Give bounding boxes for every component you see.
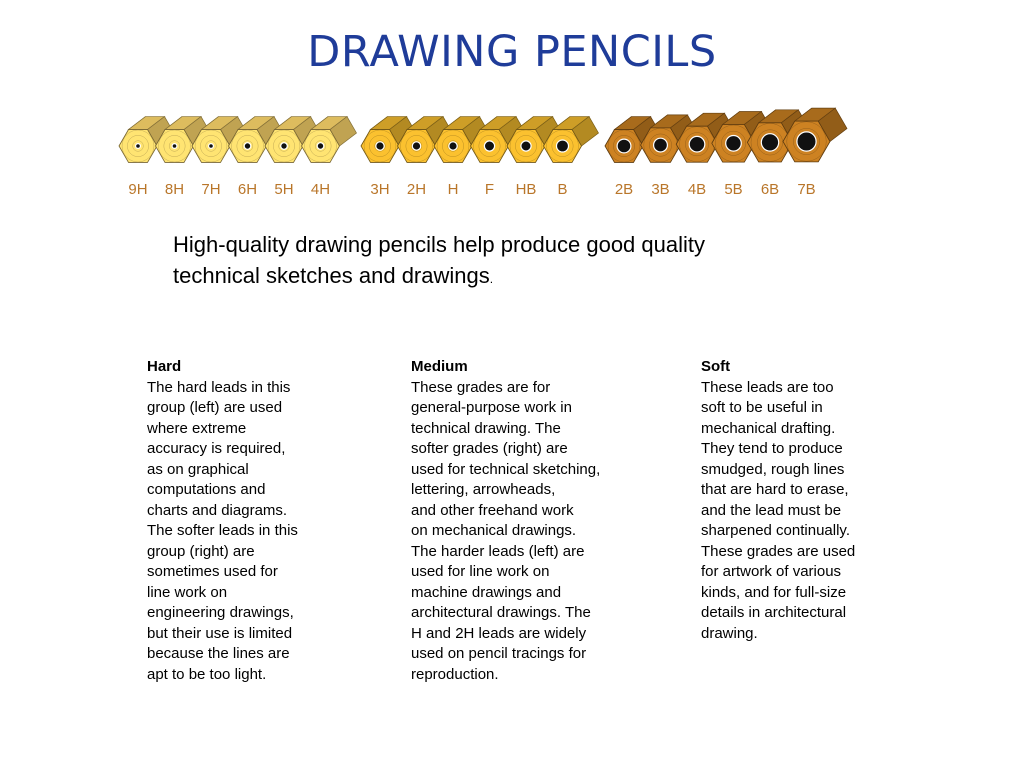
description-line: used for line work on: [411, 563, 550, 580]
description-line: and the lead must be: [701, 501, 842, 519]
description-line: general-purpose work in: [411, 399, 572, 416]
description-line: These grades are used: [701, 542, 856, 560]
hard-description: [147, 378, 347, 686]
intro-period: .: [489, 272, 494, 286]
description-line: as on graphical: [147, 460, 249, 478]
medium-heading: Medium: [411, 358, 468, 375]
description-line: The hard leads in this: [147, 378, 291, 396]
description-line: because the lines are: [147, 645, 290, 662]
description-line: These leads are too: [701, 378, 834, 396]
description-line: apt to be too light.: [147, 665, 267, 683]
description-line: sharpened continually.: [701, 522, 850, 539]
description-line: architectural drawings. The: [411, 604, 591, 621]
description-line: engineering drawings,: [147, 604, 294, 621]
medium-description: [411, 378, 651, 686]
description-line: sometimes used for: [147, 563, 278, 580]
grade-label: 7B: [797, 181, 816, 198]
description-line: and other freehand work: [411, 501, 574, 519]
description-line: accuracy is required,: [147, 440, 286, 457]
description-line: kinds, and for full-size: [701, 583, 847, 601]
description-line: used on pencil tracings for: [411, 645, 587, 662]
grade-label: H: [447, 181, 459, 198]
medium-leads-column: [411, 357, 651, 685]
description-line: group (left) are used: [147, 399, 283, 416]
description-line: mechanical drafting.: [701, 419, 836, 437]
grade-label: 7H: [201, 181, 221, 198]
grade-label: 8H: [164, 181, 185, 198]
pencil-grades-svg: [118, 96, 878, 206]
description-line: smudged, rough lines: [701, 460, 845, 478]
description-line: used for technical sketching,: [411, 460, 601, 478]
hard-leads-column: [147, 357, 347, 685]
intro-line-1: High-quality drawing pencils help produce good quality: [173, 232, 705, 257]
grade-label: 5H: [274, 181, 294, 198]
description-line: line work on: [147, 583, 228, 601]
description-line: but their use is limited: [147, 624, 293, 642]
description-line: reproduction.: [411, 665, 499, 683]
description-line: that are hard to erase,: [701, 481, 849, 498]
grade-label: 3H: [370, 181, 390, 198]
grade-label: 3B: [651, 181, 670, 198]
description-line: soft to be useful in: [701, 399, 823, 416]
description-line: lettering, arrowheads,: [411, 481, 556, 498]
pencil-grades-illustration: [118, 96, 878, 206]
intro-line-2: technical sketches and drawings: [173, 263, 490, 288]
description-line: where extreme: [147, 419, 247, 437]
description-line: softer grades (right) are: [411, 440, 568, 457]
grade-label: 5B: [724, 181, 743, 198]
soft-leads-column: [701, 357, 901, 644]
description-line: The harder leads (left) are: [411, 542, 585, 560]
description-line: details in architectural: [701, 604, 847, 621]
description-line: These grades are for: [411, 378, 551, 396]
grade-label: 4H: [310, 181, 331, 198]
hard-heading: Hard: [147, 358, 182, 375]
description-line: They tend to produce: [701, 440, 843, 457]
grade-label: 4B: [687, 181, 707, 198]
soft-heading: Soft: [701, 358, 731, 375]
grade-label: B: [557, 181, 568, 198]
description-line: for artwork of various: [701, 563, 842, 580]
grade-label: 9H: [128, 181, 148, 198]
soft-description: [701, 378, 901, 645]
grade-label: 6B: [760, 181, 780, 198]
slide-title: DRAWING PENCILS: [307, 27, 717, 77]
grade-label: 2B: [614, 181, 634, 198]
description-line: H and 2H leads are widely: [411, 624, 587, 642]
description-line: drawing.: [701, 624, 758, 642]
description-line: on mechanical drawings.: [411, 522, 577, 539]
intro-text: [173, 229, 833, 295]
grade-label: 2H: [406, 181, 427, 198]
description-line: group (right) are: [147, 542, 255, 560]
description-line: technical drawing. The: [411, 419, 561, 437]
grade-label: 6H: [237, 181, 258, 198]
description-line: machine drawings and: [411, 583, 562, 601]
grade-label: F: [484, 181, 495, 198]
grade-label: HB: [515, 181, 537, 198]
description-line: The softer leads in this: [147, 522, 298, 539]
description-line: charts and diagrams.: [147, 501, 288, 519]
description-line: computations and: [147, 481, 266, 498]
